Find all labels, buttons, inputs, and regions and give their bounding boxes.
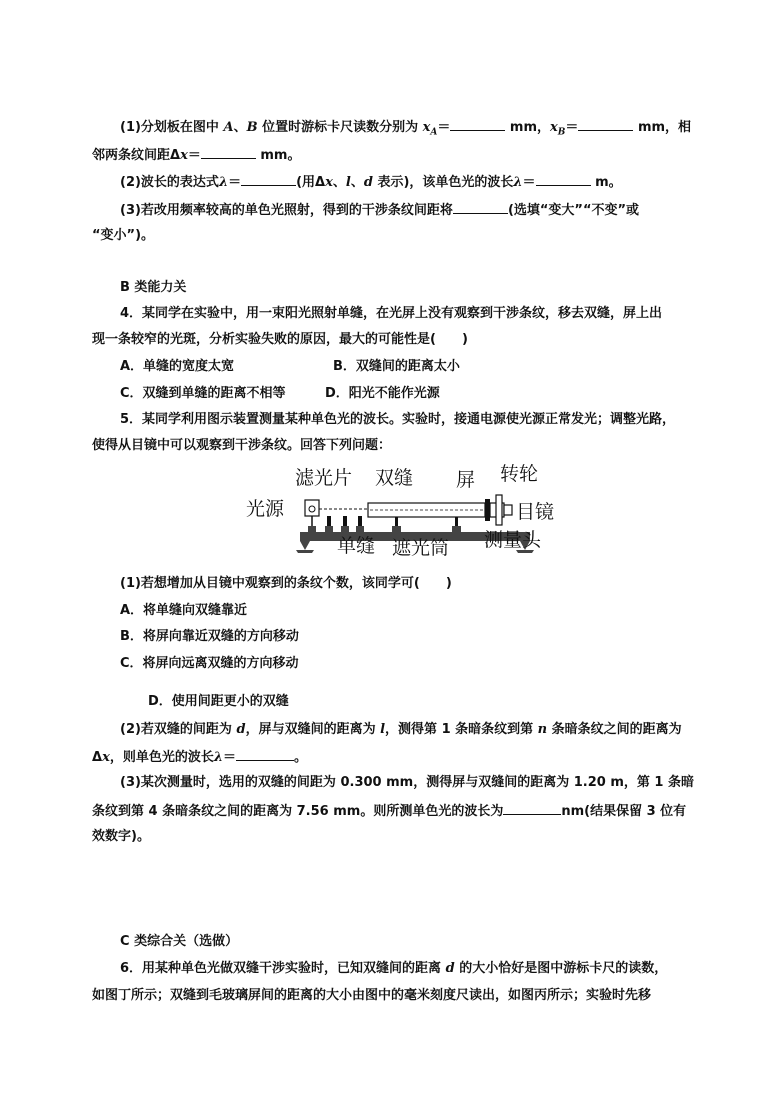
label-single-slit: 单缝: [337, 535, 376, 557]
q3-part1-line1: (1)分划板在图中 A、B 位置时游标卡尺读数分别为 $x_A=$ mm，$x_B=$ mm，相: [120, 117, 780, 142]
label-head: 测量头: [484, 529, 542, 551]
tube-support-left-foot: [392, 526, 401, 532]
q5-option-a[interactable]: A．将单缝向双缝靠近: [120, 603, 248, 618]
single-slit-element: [343, 516, 347, 526]
filter-element: [327, 516, 331, 526]
q4-line1: 4．某同学在实验中，用一束阳光照射单缝，在光屏上没有观察到干涉条纹，移去双缝，屏上出: [120, 306, 663, 321]
q3-part3-line2: “变小”)。: [92, 228, 155, 243]
q4-options-row1: [120, 358, 780, 376]
post-single-slit-foot: [341, 526, 349, 532]
q3-part1-line2: 邻两条纹间距Δx＝ mm。: [92, 145, 780, 165]
q4-options-row2: [120, 385, 780, 403]
q4-option-d[interactable]: D．阳光不能作光源: [325, 386, 440, 401]
post-source-foot: [308, 526, 316, 532]
tube-support-right-foot: [452, 526, 461, 532]
q5-line2: 使得从目镜中可以观察到干涉条纹。回答下列问题：: [92, 438, 392, 453]
answer-blank-xB[interactable]: [578, 117, 633, 131]
post-filter-foot: [325, 526, 333, 532]
q5-option-d[interactable]: D．使用间距更小的双缝: [148, 694, 289, 709]
q5-part1: (1)若想增加从目镜中观察到的条纹个数，该同学可( ): [120, 576, 452, 591]
q5-part3-line2: 条纹到第 4 条暗条纹之间的距离为 7.56 mm。则所测单色光的波长为 nm(结果保留 3 位有: [92, 801, 780, 821]
q5-part3-line1: (3)某次测量时，选用的双缝的间距为 0.300 mm，测得屏与双缝间的距离为 1.20 m，第 1 条暗: [120, 775, 694, 790]
q5-option-c[interactable]: C．将屏向远离双缝的方向移动: [120, 656, 299, 671]
label-double-slit: 双缝: [375, 467, 414, 489]
q3-part3-line1: (3)若改用频率较高的单色光照射，得到的干涉条纹间距将 (选填“变大”“不变”或: [120, 200, 780, 220]
q5-line1: 5．某同学利用图示装置测量某种单色光的波长。实验时，接通电源使光源正常发光；调整光路，: [120, 412, 676, 427]
section-c-heading: C 类综合关（选做）: [120, 934, 239, 949]
section-b-heading: B 类能力关: [120, 280, 187, 295]
foot-left-base: [296, 550, 314, 553]
answer-blank-q5-wavelength[interactable]: [503, 801, 561, 815]
answer-blank-q5-lambda[interactable]: [236, 747, 294, 761]
q5-part2-line2: Δx，则单色光的波长λ＝ 。: [92, 747, 780, 767]
q6-line1: 6．用某种单色光做双缝干涉实验时，已知双缝间的距离 d 的大小恰好是图中游标卡尺的读数，: [120, 961, 668, 976]
screen-element: [485, 499, 490, 521]
label-eyepiece: 目镜: [516, 501, 555, 523]
answer-blank-xA[interactable]: [450, 117, 505, 131]
q4-option-c[interactable]: C．双缝到单缝的距离不相等: [120, 386, 286, 401]
bulb-icon: [309, 506, 315, 512]
tube-support-left: [395, 517, 398, 526]
apparatus-diagram: [240, 462, 570, 562]
q4-option-b[interactable]: B．双缝间的距离太小: [333, 359, 460, 374]
answer-blank-dx[interactable]: [201, 145, 256, 159]
foot-left: [300, 541, 310, 550]
label-tube: 遮光筒: [392, 537, 450, 559]
answer-blank-lambda-value[interactable]: [536, 172, 591, 186]
q4-option-a[interactable]: A．单缝的宽度太宽: [120, 359, 235, 374]
wheel-element[interactable]: [496, 495, 502, 525]
label-wheel: 转轮: [500, 463, 539, 485]
q4-line2: 现一条较窄的光斑，分析实验失败的原因，最大的可能性是( ): [92, 332, 468, 347]
q5-part2-line1: (2)若双缝的间距为 d，屏与双缝间的距离为 l，测得第 1 条暗条纹到第 n 条暗条纹之间的距离为: [120, 722, 682, 737]
eyepiece-element: [504, 505, 512, 515]
label-screen: 屏: [456, 469, 476, 491]
q5-part3-line3: 效数字)。: [92, 829, 150, 844]
q6-line2: 如图丁所示；双缝到毛玻璃屏间的距离的大小由图中的毫米刻度尺读出，如图丙所示；实验时先移: [92, 988, 652, 1003]
answer-blank-lambda-expr[interactable]: [241, 172, 296, 186]
post-double-slit-foot: [356, 526, 364, 532]
label-source: 光源: [246, 498, 285, 520]
light-source-box: [305, 500, 319, 516]
answer-blank-spacing[interactable]: [453, 200, 508, 214]
label-filter: 滤光片: [295, 467, 353, 489]
tube-support-right: [455, 517, 458, 526]
double-slit-element: [358, 516, 362, 526]
q5-option-b[interactable]: B．将屏向靠近双缝的方向移动: [120, 629, 299, 644]
q3-part2: (2)波长的表达式λ＝ (用Δx、l、d 表示)，该单色光的波长λ＝ m。: [120, 172, 780, 192]
